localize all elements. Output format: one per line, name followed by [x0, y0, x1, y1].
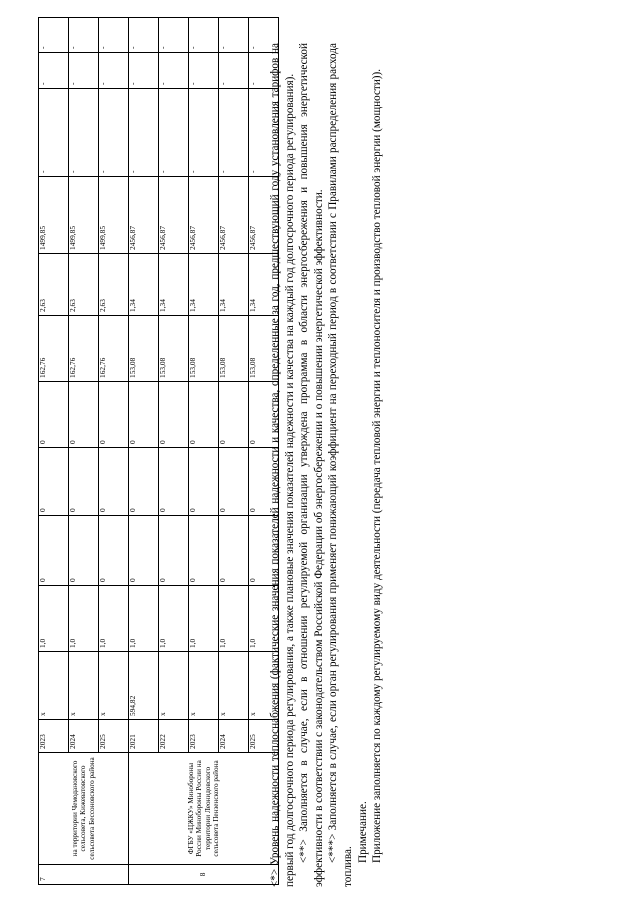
- value-cell: -: [159, 53, 189, 89]
- footnote-reliability-level: <*> Уровень надежности теплоснабжения (фактические значения показателей надежности и качества, определенные за год, предшествующий году установления тарифов на первый год долгосрочного периода регулирования, а также плановые значения показателей надежности и качества на каждый год долгосрочного периода регулирования).: [269, 43, 296, 887]
- value-cell: 0: [99, 382, 129, 448]
- table-row: [159, 0, 189, 885]
- year-cell: 2023: [189, 720, 219, 753]
- value-cell: 2456,87: [189, 177, 219, 254]
- value-cell: 1,0: [69, 586, 99, 652]
- value-cell: -: [249, 18, 279, 53]
- value-cell: 2,63: [39, 254, 69, 316]
- year-cell: 2024: [219, 720, 249, 753]
- value-cell: x: [39, 652, 69, 720]
- row-number-cell: 7: [39, 865, 129, 885]
- footnote-reduction-coefficient: <***> Заполняется в случае, если орган регулирования применяет понижающий коэффициент на переходный период в соответствии с Правилами распределения расхода топлива.: [327, 43, 354, 887]
- table-row: [39, 0, 69, 885]
- value-cell: -: [129, 18, 159, 53]
- value-cell: 0: [129, 448, 159, 516]
- value-cell: 0: [39, 448, 69, 516]
- value-cell: 2,63: [69, 254, 99, 316]
- value-cell: 1,0: [129, 586, 159, 652]
- value-cell: 2456,87: [219, 177, 249, 254]
- value-cell: 162,76: [99, 316, 129, 382]
- value-cell: 0: [69, 448, 99, 516]
- value-cell: 1,0: [219, 586, 249, 652]
- value-cell: -: [159, 89, 189, 177]
- value-cell: 2,63: [99, 254, 129, 316]
- value-cell: -: [69, 18, 99, 53]
- value-cell: 1,0: [99, 586, 129, 652]
- value-cell: 1,0: [249, 586, 279, 652]
- value-cell: 1499,85: [39, 177, 69, 254]
- value-cell: 0: [129, 382, 159, 448]
- footnote-energy-efficiency-program: <**> Заполняется в случае, если в отношении регулируемой организации утверждена программа в области энергосбережения и повышения энергетической эффективности в соответствии с законодательством Российской Федерации об энергосбережении и о повышении энергетической эффективности.: [298, 43, 325, 887]
- table-row: [69, 0, 99, 885]
- year-cell: 2025: [249, 720, 279, 753]
- value-cell: 0: [219, 382, 249, 448]
- value-cell: 0: [189, 516, 219, 586]
- year-cell: 2021: [129, 720, 159, 753]
- value-cell: -: [129, 89, 159, 177]
- value-cell: 153,08: [129, 316, 159, 382]
- value-cell: 1499,85: [99, 177, 129, 254]
- organization-cell: на территории Чемодановского сельсовета, Кижеватовского сельсовета Бессоновского района: [39, 753, 129, 865]
- value-cell: x: [159, 652, 189, 720]
- value-cell: 153,08: [219, 316, 249, 382]
- value-cell: 1,0: [39, 586, 69, 652]
- value-cell: 1,0: [159, 586, 189, 652]
- indicators-table: [38, 0, 279, 885]
- row-number-cell: 8: [129, 865, 279, 885]
- value-cell: 153,08: [159, 316, 189, 382]
- year-cell: 2023: [39, 720, 69, 753]
- value-cell: 0: [159, 516, 189, 586]
- value-cell: 0: [69, 516, 99, 586]
- value-cell: 0: [189, 382, 219, 448]
- value-cell: 594,82: [129, 652, 159, 720]
- value-cell: -: [99, 18, 129, 53]
- table-row: [189, 0, 219, 885]
- year-cell: 2024: [69, 720, 99, 753]
- value-cell: -: [129, 53, 159, 89]
- value-cell: 0: [159, 448, 189, 516]
- value-cell: 162,76: [39, 316, 69, 382]
- value-cell: 0: [219, 448, 249, 516]
- value-cell: -: [39, 89, 69, 177]
- value-cell: x: [99, 652, 129, 720]
- year-cell: 2022: [159, 720, 189, 753]
- value-cell: -: [189, 89, 219, 177]
- table-row: [99, 0, 129, 885]
- value-cell: 162,76: [69, 316, 99, 382]
- value-cell: 0: [99, 516, 129, 586]
- value-cell: -: [99, 89, 129, 177]
- value-cell: -: [69, 89, 99, 177]
- value-cell: -: [219, 89, 249, 177]
- value-cell: 153,08: [189, 316, 219, 382]
- year-cell: 2025: [99, 720, 129, 753]
- value-cell: 1,34: [189, 254, 219, 316]
- value-cell: -: [159, 18, 189, 53]
- value-cell: -: [99, 53, 129, 89]
- value-cell: 2456,87: [129, 177, 159, 254]
- value-cell: x: [69, 652, 99, 720]
- value-cell: 1,34: [159, 254, 189, 316]
- note-heading: Примечание.: [356, 801, 369, 863]
- value-cell: 0: [249, 516, 279, 586]
- organization-cell: ФГБУ «ЦЖКУ» Минобороны России Минобороны России на территории Леонидовского сельсовета Пензенского района: [129, 753, 279, 865]
- value-cell: 1,34: [219, 254, 249, 316]
- footnotes: [268, 43, 385, 887]
- value-cell: -: [219, 18, 249, 53]
- value-cell: -: [39, 53, 69, 89]
- value-cell: 0: [69, 382, 99, 448]
- value-cell: 1,34: [249, 254, 279, 316]
- value-cell: 0: [249, 448, 279, 516]
- table-row: [219, 0, 249, 885]
- value-cell: 0: [129, 516, 159, 586]
- value-cell: -: [219, 53, 249, 89]
- value-cell: x: [219, 652, 249, 720]
- value-cell: 1,0: [189, 586, 219, 652]
- value-cell: 2456,87: [159, 177, 189, 254]
- value-cell: 0: [219, 516, 249, 586]
- value-cell: -: [39, 18, 69, 53]
- value-cell: 0: [159, 382, 189, 448]
- value-cell: -: [249, 53, 279, 89]
- note-text: Приложение заполняется по каждому регулируемому виду деятельности (передача тепловой энергии и теплоносителя и производство тепловой энергии (мощности)).: [371, 68, 384, 863]
- value-cell: -: [189, 53, 219, 89]
- value-cell: 0: [249, 382, 279, 448]
- value-cell: x: [189, 652, 219, 720]
- value-cell: -: [69, 53, 99, 89]
- value-cell: -: [249, 89, 279, 177]
- value-cell: 0: [39, 516, 69, 586]
- value-cell: 0: [189, 448, 219, 516]
- value-cell: 0: [99, 448, 129, 516]
- value-cell: 1,34: [129, 254, 159, 316]
- value-cell: 0: [39, 382, 69, 448]
- value-cell: 153,08: [249, 316, 279, 382]
- value-cell: 1499,85: [69, 177, 99, 254]
- value-cell: x: [249, 652, 279, 720]
- value-cell: -: [189, 18, 219, 53]
- table-row: [129, 0, 159, 885]
- value-cell: 2456,87: [249, 177, 279, 254]
